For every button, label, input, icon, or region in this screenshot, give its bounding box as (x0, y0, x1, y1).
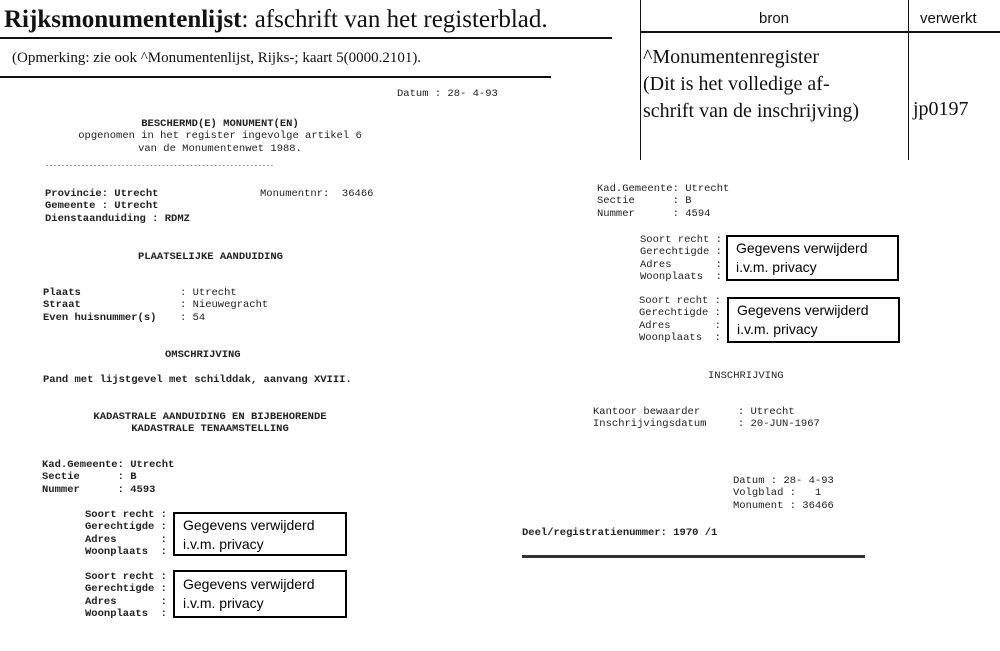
col-bron: bron (758, 10, 790, 27)
title-bold: Rijksmonumentenlijst (4, 6, 242, 33)
kad-line: Kad.Gemeente: Utrecht (42, 459, 175, 471)
verwerkt-cell: jp0197 (913, 98, 969, 120)
plaats-labels (43, 287, 156, 324)
section-plaatselijke: PLAATSELIJKE AANDUIDING (138, 251, 283, 263)
kad-line: Kad.Gemeente: Utrecht (597, 183, 730, 195)
redaction-text: i.v.m. privacy (183, 595, 264, 611)
title-underline (0, 37, 612, 39)
redaction-box (173, 512, 347, 556)
section-inschrijving: INSCHRIJVING (708, 370, 784, 382)
redaction-box (727, 297, 900, 343)
dienstaanduiding: Dienstaanduiding : RDMZ (45, 212, 190, 225)
redaction-text: i.v.m. privacy (183, 536, 264, 552)
dashed-rule: --------------------------------------------------------- (45, 162, 274, 170)
col-verwerkt: verwerkt (920, 10, 977, 27)
label: Plaats (43, 287, 81, 299)
kad-line: Sectie : B (597, 195, 692, 208)
end-rule (522, 555, 865, 558)
heading-line: BESCHERMD(E) MONUMENT(EN) (141, 118, 299, 130)
kad-line: Nummer : 4593 (42, 483, 156, 496)
redaction-text: i.v.m. privacy (736, 259, 817, 275)
redaction-text: Gegevens verwijderd (737, 302, 869, 318)
value: : Utrecht (180, 287, 237, 299)
remark: (Opmerking: zie ook ^Monumentenlijst, Rijks-; kaart 5(0000.2101). (12, 50, 422, 66)
inschrijving-block (593, 406, 820, 431)
heading-line: opgenomen in het register ingevolge artikel 6 (78, 130, 362, 143)
remark-underline (0, 76, 551, 78)
kantoor: Kantoor bewaarder : Utrecht (593, 406, 795, 418)
redaction-box (173, 570, 347, 618)
deel-registratienummer: Deel/registratienummer: 1970 /1 (522, 527, 718, 539)
heading (40, 118, 400, 155)
section-kadastrale (60, 411, 360, 436)
inschrijvingsdatum: Inschrijvingsdatum : 20-JUN-1967 (593, 418, 820, 431)
bron-line: schrift van de inschrijving) (643, 100, 860, 122)
footer-block (733, 475, 834, 512)
footer-line: Datum : 28- 4-93 (733, 475, 834, 487)
omschrijving: Pand met lijstgevel met schilddak, aanvang XVIII. (43, 374, 352, 386)
redaction-text: Gegevens verwijderd (736, 240, 868, 256)
heading-line: KADASTRALE TENAAMSTELLING (131, 423, 289, 436)
kad-block-right (597, 183, 729, 220)
label: Straat (43, 299, 81, 312)
label: Even huisnummer(s) (43, 311, 157, 324)
table-divider (908, 0, 909, 160)
heading-line: KADASTRALE AANDUIDING EN BIJBEHORENDE (93, 411, 327, 423)
rights-labels: Soort recht : Gerechtigde : Adres : Woonplaats : (640, 234, 722, 283)
kad-block (42, 459, 174, 496)
plaats-values (180, 287, 268, 324)
title-rest: : afschrift van het registerblad. (241, 6, 548, 33)
kad-line: Sectie : B (42, 471, 137, 484)
section-omschrijving: OMSCHRIJVING (165, 349, 241, 361)
page-title (4, 6, 548, 34)
rights-labels: Soort recht : Gerechtigde : Adres : Woonplaats : (639, 295, 721, 344)
redaction-text: i.v.m. privacy (737, 321, 818, 337)
provincie-block (45, 188, 190, 225)
footer-line: Monument : 36466 (733, 499, 834, 512)
rights-labels: Soort recht : Gerechtigde : Adres : Woonplaats : (85, 571, 167, 620)
redaction-text: Gegevens verwijderd (183, 576, 315, 592)
redaction-box (726, 235, 899, 281)
value: : Nieuwegracht (180, 299, 269, 312)
provincie: Provincie: Utrecht (45, 188, 159, 200)
value: : 54 (180, 311, 206, 324)
redaction-text: Gegevens verwijderd (183, 517, 315, 533)
datum: Datum : 28- 4-93 (397, 88, 498, 100)
heading-line: van de Monumentenwet 1988. (138, 142, 302, 155)
kad-line: Nummer : 4594 (597, 207, 711, 220)
table-header-line (640, 31, 1000, 33)
footer-line: Volgblad : 1 (733, 487, 822, 500)
bron-cell (643, 44, 859, 125)
gemeente: Gemeente : Utrecht (45, 200, 159, 213)
bron-line: ^Monumentenregister (643, 46, 820, 68)
rights-labels: Soort recht : Gerechtigde : Adres : Woonplaats : (85, 509, 167, 558)
bron-line: (Dit is het volledige af- (643, 73, 830, 95)
monumentnr: Monumentnr: 36466 (260, 188, 374, 200)
